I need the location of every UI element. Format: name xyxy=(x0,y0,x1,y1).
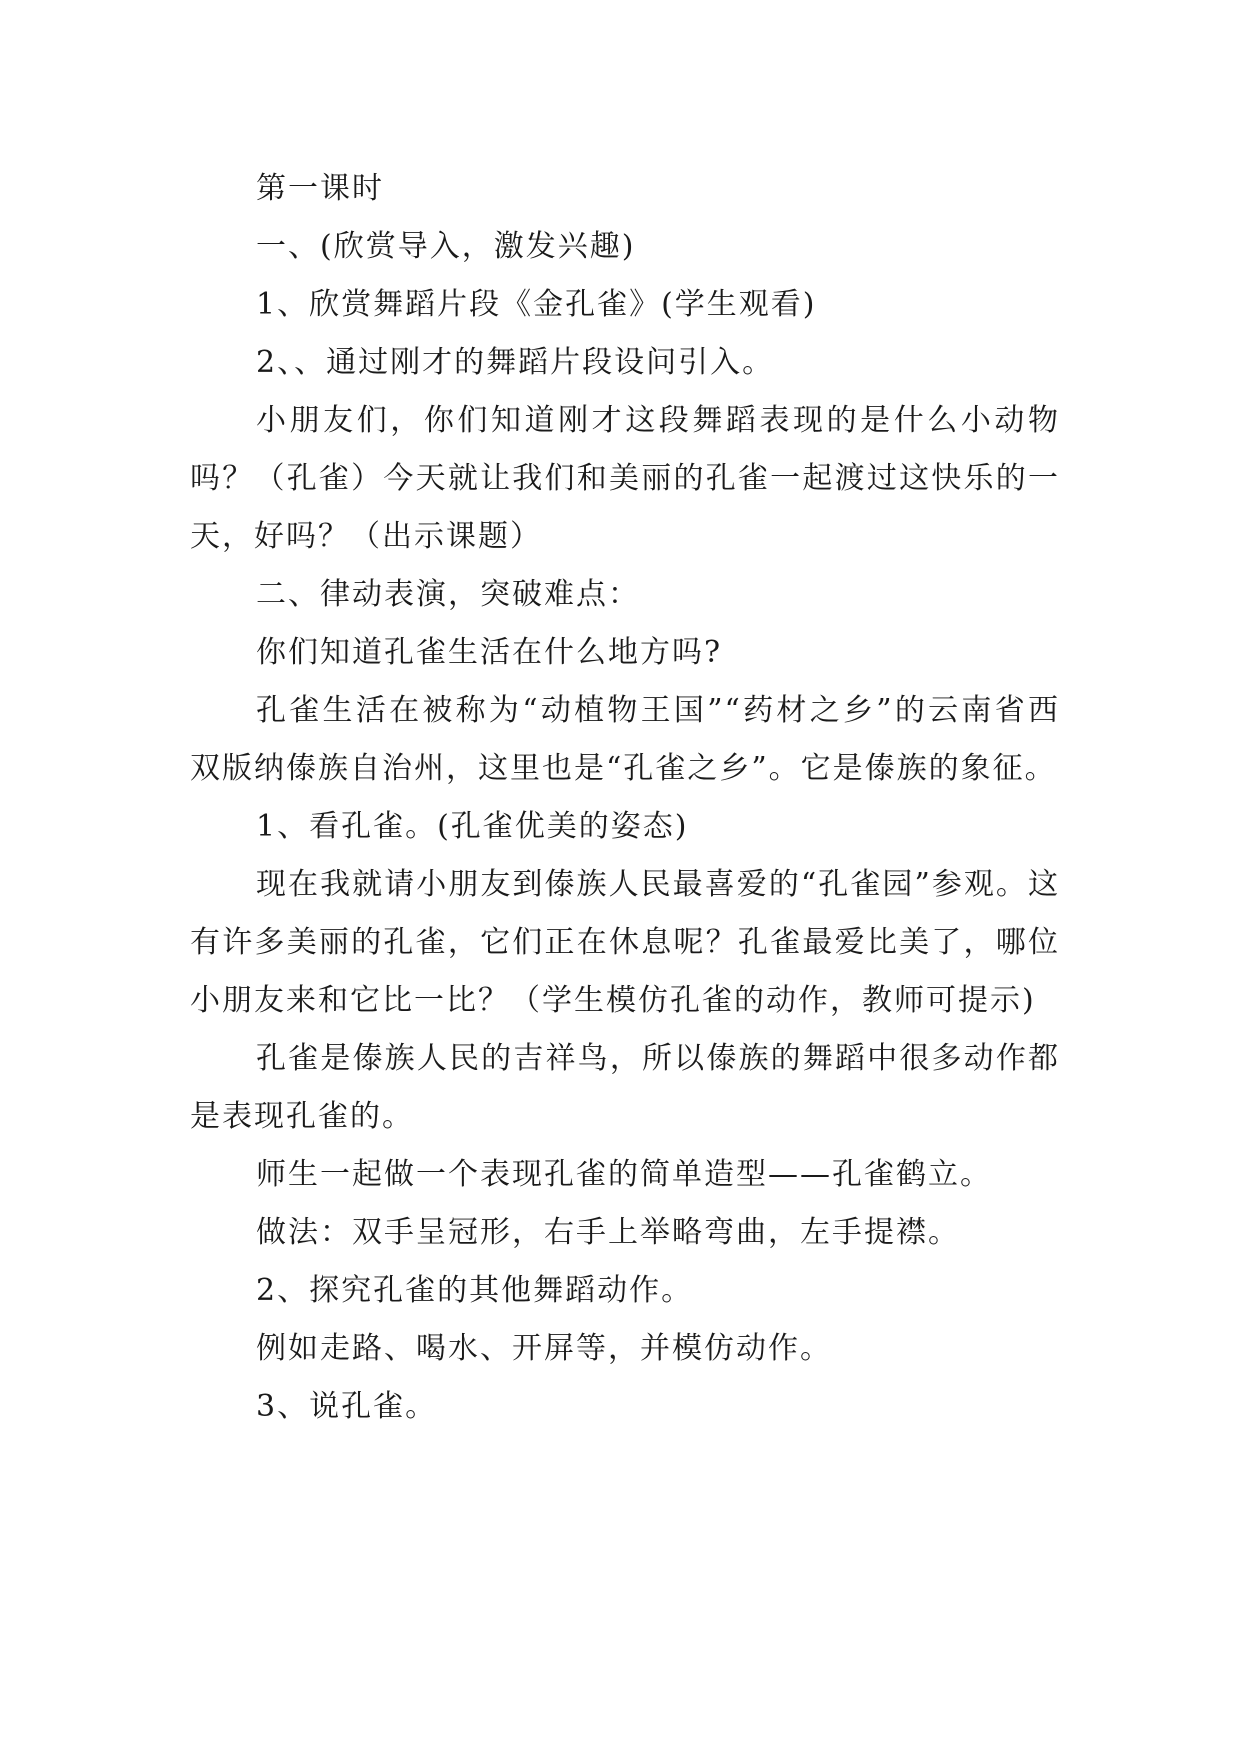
paragraph-habitat-question: 你们知道孔雀生活在什么地方吗? xyxy=(256,635,723,670)
document-body xyxy=(190,160,1060,1436)
step-2-2: 2、探究孔雀的其他舞蹈动作。 xyxy=(256,1273,694,1308)
paragraph-pose: 师生一起做一个表现孔雀的简单造型——孔雀鹤立。 xyxy=(256,1157,992,1192)
paragraph-auspicious-bird: 孔雀是傣族人民的吉祥鸟，所以傣族的舞蹈中很多动作都是表现孔雀的。 xyxy=(190,1041,1060,1134)
step-1-1: 1、欣赏舞蹈片段《金孔雀》(学生观看) xyxy=(256,287,817,322)
section-heading-1: 一、(欣赏导入，激发兴趣) xyxy=(256,229,636,264)
lesson-heading: 第一课时 xyxy=(256,171,384,206)
paragraph-peacock-garden: 现在我就请小朋友到傣族人民最喜爱的“孔雀园”参观。这有许多美丽的孔雀，它们正在休息呢？孔雀最爱比美了，哪位小朋友来和它比一比？（学生模仿孔雀的动作，教师可提示) xyxy=(190,867,1060,1018)
paragraph-examples: 例如走路、喝水、开屏等，并模仿动作。 xyxy=(256,1331,832,1366)
step-2-3: 3、说孔雀。 xyxy=(256,1389,438,1424)
paragraph-method: 做法：双手呈冠形，右手上举略弯曲，左手提襟。 xyxy=(256,1215,960,1250)
step-1-2: 2、、通过刚才的舞蹈片段设问引入。 xyxy=(256,345,775,380)
step-2-1: 1、看孔雀。(孔雀优美的姿态) xyxy=(256,809,689,844)
paragraph-intro-question: 小朋友们，你们知道刚才这段舞蹈表现的是什么小动物吗？（孔雀）今天就让我们和美丽的孔雀一起渡过这快乐的一天，好吗？（出示课题） xyxy=(190,403,1060,554)
paragraph-habitat-answer: 孔雀生活在被称为“动植物王国”“药材之乡”的云南省西双版纳傣族自治州，这里也是“孔雀之乡”。它是傣族的象征。 xyxy=(190,693,1060,786)
section-heading-2: 二、律动表演，突破难点： xyxy=(256,577,640,612)
